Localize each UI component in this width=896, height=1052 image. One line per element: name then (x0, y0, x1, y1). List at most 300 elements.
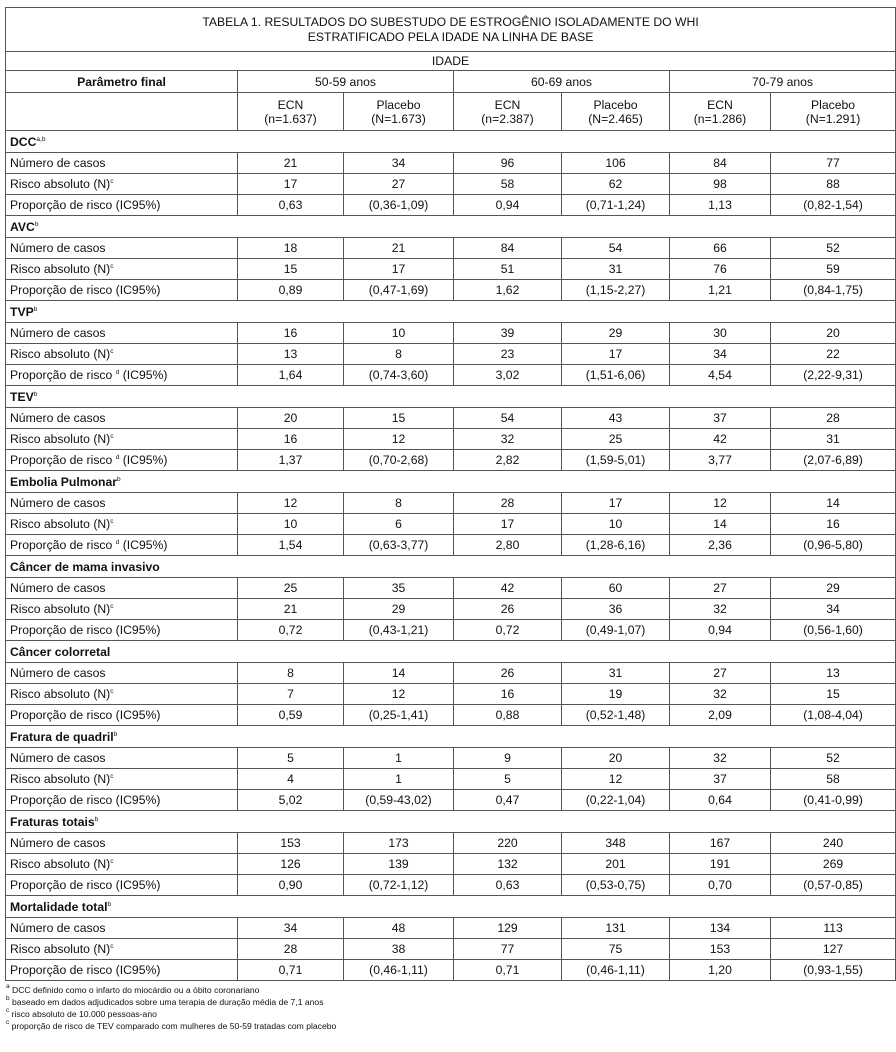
table-cell: 18 (238, 238, 344, 259)
table-cell: 12 (670, 493, 771, 514)
table-row (6, 833, 896, 854)
table-cell: 15 (344, 408, 454, 429)
table-row (6, 493, 896, 514)
section-footnote-mark: b (33, 390, 38, 398)
table-cell: 38 (344, 939, 454, 960)
row-label-tail: (IC95%) (112, 708, 161, 722)
table-cell: 10 (344, 323, 454, 344)
table-cell: 1 (344, 769, 454, 790)
footnote (6, 984, 795, 996)
table-cell: (0,47-1,69) (344, 280, 454, 301)
table-cell: 12 (344, 684, 454, 705)
table-cell: 29 (344, 599, 454, 620)
table-cell: 191 (670, 854, 771, 875)
table-cell: 1,21 (670, 280, 771, 301)
row-label-tail: (IC95%) (112, 878, 161, 892)
age-group-header: 60-69 anos (454, 71, 670, 93)
table-cell: 153 (670, 939, 771, 960)
row-footnote-mark: c (110, 943, 114, 950)
row-label (6, 663, 238, 684)
table-cell: (0,84-1,75) (771, 280, 896, 301)
table-cell: (1,59-5,01) (562, 450, 670, 471)
table-cell: 17 (238, 174, 344, 195)
row-label (6, 344, 238, 365)
row-label-tail: (IC95%) (112, 198, 161, 212)
row-label-text: Risco absoluto (N) (10, 602, 111, 616)
footnotes (5, 984, 795, 1032)
table-cell: 27 (670, 578, 771, 599)
subheader-n: (N=2.465) (588, 111, 643, 126)
table-cell: (2,07-6,89) (771, 450, 896, 471)
table-row (6, 854, 896, 875)
table-cell: 1,54 (238, 535, 344, 556)
table-cell: 21 (344, 238, 454, 259)
section-header (6, 216, 896, 238)
subheader-n: (n=1.637) (264, 111, 317, 126)
table-cell: 34 (238, 918, 344, 939)
param-header: Parâmetro final (6, 71, 238, 93)
table-cell: 2,36 (670, 535, 771, 556)
age-header-row (6, 71, 896, 93)
table-row (6, 663, 896, 684)
table-title-row (6, 8, 896, 52)
subheader-cell (238, 93, 344, 131)
table-row (6, 195, 896, 216)
row-label-text: Proporção de risco (10, 283, 113, 297)
table-cell: 19 (562, 684, 670, 705)
table-cell: 21 (238, 153, 344, 174)
row-footnote-mark: c (110, 603, 114, 610)
table-cell: 35 (344, 578, 454, 599)
table-cell: 2,09 (670, 705, 771, 726)
table-cell: 0,63 (238, 195, 344, 216)
table-cell: 132 (454, 854, 562, 875)
table-cell: 34 (771, 599, 896, 620)
table-row (6, 705, 896, 726)
table-cell: 0,72 (454, 620, 562, 641)
subheader-cell (344, 93, 454, 131)
section-title: Fraturas totais (10, 814, 95, 829)
row-label (6, 578, 238, 599)
subheader-n: (N=1.673) (371, 111, 426, 126)
table-cell: (0,93-1,55) (771, 960, 896, 981)
row-footnote-mark: c (110, 858, 114, 865)
table-cell: (0,52-1,48) (562, 705, 670, 726)
table-cell: 348 (562, 833, 670, 854)
row-label (6, 684, 238, 705)
row-label-text: Proporção de risco (10, 793, 113, 807)
table-cell: (0,25-1,41) (344, 705, 454, 726)
table-cell: 0,63 (454, 875, 562, 896)
row-label-tail: (IC95%) (112, 283, 161, 297)
table-cell: (0,71-1,24) (562, 195, 670, 216)
table-cell: 5,02 (238, 790, 344, 811)
table-row (6, 344, 896, 365)
table-cell: 15 (771, 684, 896, 705)
table-cell: 17 (562, 344, 670, 365)
section-title: Câncer colorretal (10, 644, 111, 659)
subheader-n: (N=1.291) (805, 111, 861, 126)
row-footnote-mark: c (110, 263, 114, 270)
row-footnote-mark: d (115, 369, 120, 376)
row-label (6, 259, 238, 280)
table-cell: 139 (344, 854, 454, 875)
table-cell: 1 (344, 748, 454, 769)
section-title: Fratura de quadril (10, 729, 114, 744)
table-cell: 28 (771, 408, 896, 429)
table-cell: 201 (562, 854, 670, 875)
section-title: Embolia Pulmonar (10, 474, 117, 489)
age-group-header: 70-79 anos (670, 71, 896, 93)
table-cell: 106 (562, 153, 670, 174)
table-cell: (0,46-1,11) (344, 960, 454, 981)
table-row (6, 259, 896, 280)
row-label-tail: (IC95%) (119, 453, 168, 467)
row-footnote-mark: d (115, 454, 120, 461)
subheader-label: Placebo (811, 97, 856, 112)
table-cell: 52 (771, 748, 896, 769)
table-cell: 32 (670, 748, 771, 769)
table-cell: 0,94 (670, 620, 771, 641)
row-label-text: Risco absoluto (N) (10, 432, 111, 446)
footnote-text: baseado em dados adjudicados sobre uma terapia de duração média de 7,1 anos (9, 997, 324, 1007)
table-cell: 3,77 (670, 450, 771, 471)
table-cell: 5 (238, 748, 344, 769)
section-header-row (6, 471, 896, 493)
table-row (6, 599, 896, 620)
table-cell: 25 (238, 578, 344, 599)
table-cell: (0,49-1,07) (562, 620, 670, 641)
section-title: AVC (10, 219, 35, 234)
table-cell: 8 (344, 344, 454, 365)
section-header-row (6, 386, 896, 408)
table-cell: 31 (562, 663, 670, 684)
row-label-text: Risco absoluto (N) (10, 942, 111, 956)
table-cell: (0,36-1,09) (344, 195, 454, 216)
table-cell: 84 (670, 153, 771, 174)
table-cell: 60 (562, 578, 670, 599)
row-label (6, 238, 238, 259)
table-cell: 98 (670, 174, 771, 195)
section-header (6, 131, 896, 153)
row-footnote-mark: c (110, 348, 114, 355)
table-cell: 0,59 (238, 705, 344, 726)
table-cell: 220 (454, 833, 562, 854)
idade-header: IDADE (6, 52, 896, 71)
table-cell: 13 (238, 344, 344, 365)
table-cell: (0,72-1,12) (344, 875, 454, 896)
row-label-text: Proporção de risco (10, 708, 113, 722)
section-footnote-mark: b (117, 475, 121, 483)
table-title-line2: ESTRATIFICADO PELA IDADE NA LINHA DE BASE (307, 29, 594, 44)
row-label (6, 323, 238, 344)
footnote-text: risco absoluto de 10.000 pessoas-ano (9, 1009, 157, 1019)
row-label-text: Proporção de risco (10, 623, 113, 637)
table-cell: 4,54 (670, 365, 771, 386)
table-cell: 23 (454, 344, 562, 365)
row-label (6, 790, 238, 811)
table-row (6, 684, 896, 705)
table-cell: 10 (562, 514, 670, 535)
table-cell: 58 (454, 174, 562, 195)
footnote-text: DCC definido como o infarto do miocárdio ou a óbito coronariano (9, 985, 260, 995)
table-cell: 14 (670, 514, 771, 535)
table-cell: 0,70 (670, 875, 771, 896)
table-cell: (0,59-43,02) (344, 790, 454, 811)
table-cell: (0,22-1,04) (562, 790, 670, 811)
table-cell: 6 (344, 514, 454, 535)
table-cell: 77 (454, 939, 562, 960)
table-cell: 13 (771, 663, 896, 684)
row-label (6, 833, 238, 854)
row-label-text: Número de casos (10, 921, 106, 935)
section-footnote-mark: b (107, 900, 112, 908)
row-label-text: Número de casos (10, 581, 106, 595)
subheader-label: Placebo (376, 97, 421, 112)
subheader-cell (562, 93, 670, 131)
section-header-row (6, 301, 896, 323)
section-footnote-mark: b (33, 305, 38, 313)
table-cell: 134 (670, 918, 771, 939)
section-header-row (6, 896, 896, 918)
subheader-cell (771, 93, 896, 131)
section-header (6, 811, 896, 833)
table-row (6, 769, 896, 790)
row-label (6, 875, 238, 896)
row-label-text: Proporção de risco (10, 878, 113, 892)
row-label (6, 429, 238, 450)
row-label (6, 280, 238, 301)
table-cell: 26 (454, 663, 562, 684)
table-cell: (1,15-2,27) (562, 280, 670, 301)
section-footnote-mark: b (113, 730, 118, 738)
table-cell: 31 (562, 259, 670, 280)
row-label-tail: (IC95%) (112, 793, 161, 807)
table-cell: 14 (344, 663, 454, 684)
row-label (6, 535, 238, 556)
footnote-mark: c (6, 1007, 10, 1014)
table-cell: 39 (454, 323, 562, 344)
table-cell: 1,13 (670, 195, 771, 216)
table-cell: 0,89 (238, 280, 344, 301)
table-cell: 0,47 (454, 790, 562, 811)
subheader-label: ECN (494, 97, 521, 112)
section-header-row (6, 726, 896, 748)
table-cell: 5 (454, 769, 562, 790)
row-footnote-mark: c (110, 688, 114, 695)
table-cell: 14 (771, 493, 896, 514)
row-label-tail: (IC95%) (112, 623, 161, 637)
row-label-text: Risco absoluto (N) (10, 347, 111, 361)
row-label (6, 939, 238, 960)
idade-row (6, 52, 896, 71)
table-cell: 32 (670, 599, 771, 620)
row-label (6, 153, 238, 174)
row-label-text: Número de casos (10, 156, 106, 170)
table-row (6, 153, 896, 174)
footnote (6, 1020, 795, 1032)
table-row (6, 535, 896, 556)
row-label (6, 620, 238, 641)
subheader-row (6, 93, 896, 131)
table-row (6, 875, 896, 896)
table-cell: 37 (670, 769, 771, 790)
table-cell: 28 (238, 939, 344, 960)
section-title: TEV (10, 389, 34, 404)
section-footnote-mark: b (34, 220, 39, 228)
table-cell: 16 (238, 323, 344, 344)
table-cell: 36 (562, 599, 670, 620)
table-cell: 84 (454, 238, 562, 259)
row-label-text: Proporção de risco (10, 368, 116, 382)
section-header-row (6, 131, 896, 153)
table-cell: 27 (670, 663, 771, 684)
table-cell: 16 (454, 684, 562, 705)
table-cell: (0,41-0,99) (771, 790, 896, 811)
table-cell: 20 (562, 748, 670, 769)
table-cell: 10 (238, 514, 344, 535)
section-header-row (6, 216, 896, 238)
row-footnote-mark: c (110, 433, 114, 440)
table-row (6, 238, 896, 259)
row-label (6, 408, 238, 429)
table-cell: (1,28-6,16) (562, 535, 670, 556)
table-cell: 0,71 (454, 960, 562, 981)
table-cell: 88 (771, 174, 896, 195)
row-label (6, 195, 238, 216)
row-label-text: Risco absoluto (N) (10, 687, 111, 701)
table-row (6, 174, 896, 195)
row-label-text: Proporção de risco (10, 538, 116, 552)
row-label-text: Proporção de risco (10, 963, 113, 977)
table-cell: 129 (454, 918, 562, 939)
table-cell: (0,57-0,85) (771, 875, 896, 896)
row-label-text: Risco absoluto (N) (10, 857, 111, 871)
table-cell: 43 (562, 408, 670, 429)
table-cell: 32 (670, 684, 771, 705)
row-footnote-mark: d (115, 539, 120, 546)
row-label-text: Proporção de risco (10, 198, 113, 212)
row-label-text: Número de casos (10, 326, 106, 340)
row-label-text: Número de casos (10, 666, 106, 680)
row-label (6, 174, 238, 195)
section-header (6, 471, 896, 493)
table-cell: 75 (562, 939, 670, 960)
table-cell: 28 (454, 493, 562, 514)
table-cell: 153 (238, 833, 344, 854)
row-label (6, 769, 238, 790)
section-footnote-mark: a,b (36, 135, 46, 143)
table-cell: (0,43-1,21) (344, 620, 454, 641)
row-label-text: Risco absoluto (N) (10, 177, 111, 191)
table-cell: 2,80 (454, 535, 562, 556)
row-label-text: Proporção de risco (10, 453, 116, 467)
row-label-text: Número de casos (10, 496, 106, 510)
table-cell: (0,63-3,77) (344, 535, 454, 556)
table-row (6, 748, 896, 769)
table-cell: (0,53-0,75) (562, 875, 670, 896)
table-cell: (2,22-9,31) (771, 365, 896, 386)
section-header (6, 896, 896, 918)
subheader-label: Placebo (593, 97, 638, 112)
table-cell: (1,08-4,04) (771, 705, 896, 726)
section-header (6, 386, 896, 408)
row-label-text: Número de casos (10, 751, 106, 765)
table-cell: 58 (771, 769, 896, 790)
table-cell: 20 (238, 408, 344, 429)
table-cell: 173 (344, 833, 454, 854)
table-cell: 127 (771, 939, 896, 960)
table-cell: 27 (344, 174, 454, 195)
table-cell: 17 (562, 493, 670, 514)
table-cell: 240 (771, 833, 896, 854)
table-cell: 12 (238, 493, 344, 514)
section-header (6, 556, 896, 578)
table-row (6, 620, 896, 641)
table-cell: (0,82-1,54) (771, 195, 896, 216)
table-row (6, 323, 896, 344)
table-cell: 25 (562, 429, 670, 450)
table-cell: 15 (238, 259, 344, 280)
section-header (6, 726, 896, 748)
row-label (6, 918, 238, 939)
table-row (6, 514, 896, 535)
table-cell: 54 (454, 408, 562, 429)
table-cell: 51 (454, 259, 562, 280)
row-label (6, 365, 238, 386)
age-group-header: 50-59 anos (238, 71, 454, 93)
footnote-mark: a (6, 983, 10, 990)
row-label-text: Risco absoluto (N) (10, 517, 111, 531)
table-cell: 1,62 (454, 280, 562, 301)
table-cell: 20 (771, 323, 896, 344)
table-row (6, 450, 896, 471)
table-row (6, 790, 896, 811)
row-label (6, 960, 238, 981)
table-row (6, 408, 896, 429)
table-cell: 4 (238, 769, 344, 790)
table-cell: 29 (562, 323, 670, 344)
table-cell: 0,72 (238, 620, 344, 641)
row-label (6, 854, 238, 875)
row-label-tail: (IC95%) (119, 368, 168, 382)
table-row (6, 280, 896, 301)
row-label (6, 493, 238, 514)
section-footnote-mark: b (94, 815, 99, 823)
row-label (6, 748, 238, 769)
table-cell: (0,96-5,80) (771, 535, 896, 556)
table-cell: 52 (771, 238, 896, 259)
table-cell: 167 (670, 833, 771, 854)
row-footnote-mark: c (110, 518, 114, 525)
subheader-label: ECN (277, 97, 304, 112)
table-cell: 22 (771, 344, 896, 365)
row-footnote-mark: c (110, 178, 114, 185)
row-label-tail: (IC95%) (119, 538, 168, 552)
row-label-text: Risco absoluto (N) (10, 262, 111, 276)
table-cell: 34 (670, 344, 771, 365)
footnote-text: proporção de risco de TEV comparado com mulheres de 50-59 tratadas com placebo (9, 1021, 337, 1031)
table-cell: 29 (771, 578, 896, 599)
table-cell: 42 (670, 429, 771, 450)
table-row (6, 960, 896, 981)
section-header-row (6, 556, 896, 578)
table-cell: 48 (344, 918, 454, 939)
table-cell: 3,02 (454, 365, 562, 386)
row-label-text: Risco absoluto (N) (10, 772, 111, 786)
table-cell: 2,82 (454, 450, 562, 471)
table-cell: 62 (562, 174, 670, 195)
